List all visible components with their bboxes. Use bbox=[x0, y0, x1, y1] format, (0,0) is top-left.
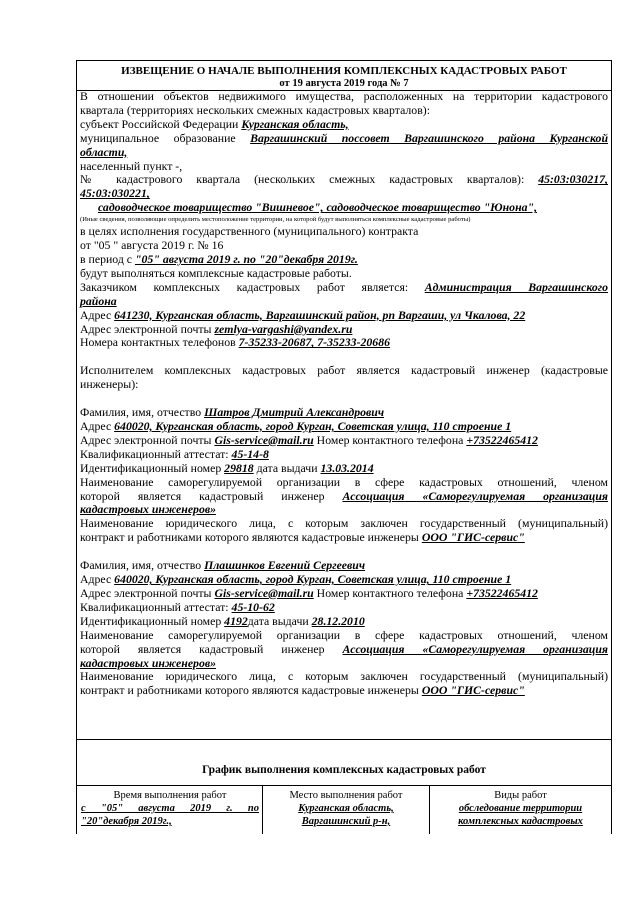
fio-label: Фамилия, имя, отчество bbox=[80, 558, 202, 573]
schedule-place-line-1: Курганская область, bbox=[298, 803, 394, 814]
municipality-label: муниципальное образование bbox=[80, 130, 236, 145]
location-note: (Иные сведения, позволяющие определить местоположение территории, на которой будут выполняться комплексные кадастровые работы) bbox=[80, 216, 471, 224]
quarter-value: 45:03:030217, bbox=[538, 172, 608, 187]
issue-label: дата выдачи bbox=[256, 460, 318, 475]
schedule-title: График выполнения комплексных кадастровых работ bbox=[202, 764, 486, 776]
engineer-2-address-line bbox=[80, 573, 608, 587]
contract-date: от "05 " августа 2019 г. № 16 bbox=[80, 238, 224, 253]
customer-email-link[interactable]: zemlya-vargashi@yandex.ru bbox=[214, 321, 353, 336]
schedule-col-place bbox=[265, 789, 427, 834]
period-value: "05" августа 2019 г. по "20"декабря 2019г. bbox=[134, 251, 358, 266]
executor-intro-1: Исполнителем комплексных кадастровых работ является кадастровый инженер (кадастровые bbox=[80, 363, 608, 378]
email-label: Адрес электронной почты bbox=[80, 586, 212, 600]
engineer-2-fio-line bbox=[80, 559, 608, 573]
notice-subtitle: от 19 августа 2019 года № 7 bbox=[279, 78, 409, 89]
engineer-2-sro-name-2: кадастровых инженеров» bbox=[80, 655, 217, 670]
schedule-col-works-header: Виды работ bbox=[494, 790, 547, 801]
works-line: будут выполняться комплексные кадастровые работы. bbox=[80, 265, 352, 280]
engineer-2-sro-line-1: Наименование саморегулируемой организации в сфере кадастровых отношений, членом bbox=[80, 627, 608, 642]
customer-address-line bbox=[80, 309, 608, 323]
sro-label: которой является кадастровый инженер bbox=[80, 641, 325, 656]
cert-label: Квалификационный аттестат: bbox=[80, 599, 229, 614]
issue-label: дата выдачи bbox=[247, 613, 309, 628]
schedule-time-line-1: с "05" августа 2019 г. по bbox=[81, 803, 259, 814]
engineer-1-fio: Шатров Дмитрий Александрович bbox=[204, 405, 385, 420]
engineer-1-org-line-1: Наименование юридического лица, с которым заключен государственный (муниципальный) bbox=[80, 516, 608, 531]
org-label: контракт и работниками которого являются кадастровые инженеры bbox=[80, 683, 419, 698]
address-label: Адрес bbox=[80, 572, 112, 587]
id-label: Идентификационный номер bbox=[80, 460, 222, 475]
engineer-2-sro-name: Ассоциация «Саморегулируемая организация bbox=[342, 641, 608, 656]
engineer-2-id-line bbox=[80, 615, 608, 629]
engineer-1-cert: 45-14-8 bbox=[231, 446, 269, 461]
schedule-works-line-2: комплексных кадастровых bbox=[458, 816, 583, 827]
customer-name: Администрация Варгашинского bbox=[424, 279, 609, 294]
customer-address: 641230, Курганская область, Варгашинский район, рп Варгаши, ул Чкалова, 22 bbox=[114, 307, 526, 322]
period-line bbox=[80, 253, 608, 267]
engineer-2-sro-line-3 bbox=[80, 657, 608, 671]
settlement-line: населенный пункт -, bbox=[80, 158, 183, 173]
engineer-1-issue-date: 13.03.2014 bbox=[320, 460, 374, 475]
engineer-1-sro-name: Ассоциация «Саморегулируемая организация bbox=[342, 488, 608, 503]
customer-email-line bbox=[80, 323, 608, 337]
id-label: Идентификационный номер bbox=[80, 613, 222, 628]
schedule-col-works bbox=[432, 789, 609, 834]
engineer-1-sro-line-3 bbox=[80, 503, 608, 517]
quarter-line-2 bbox=[80, 187, 608, 201]
engineer-1-address: 640020, Курганская область, город Курган, Советская улица, 110 строение 1 bbox=[114, 419, 512, 434]
engineer-2-fio: Плашинков Евгений Сергеевич bbox=[204, 558, 366, 573]
intro-line-2: квартала (территориях нескольких смежных кадастровых кварталов): bbox=[80, 102, 430, 117]
subject-value: Курганская область, bbox=[241, 116, 349, 131]
engineer-1-address-line bbox=[80, 420, 608, 434]
engineer-1-id-line bbox=[80, 462, 608, 476]
engineer-1-phone: +73522465412 bbox=[466, 432, 538, 447]
engineer-1-org-line-2 bbox=[80, 531, 608, 545]
address-label: Адрес bbox=[80, 419, 112, 434]
notice-title: ИЗВЕЩЕНИЕ О НАЧАЛЕ ВЫПОЛНЕНИЯ КОМПЛЕКСНЫХ КАДАСТРОВЫХ РАБОТ bbox=[121, 65, 567, 77]
quarter-value-2: 45:03:030221, bbox=[80, 186, 150, 201]
schedule-top-divider bbox=[77, 739, 611, 740]
municipality-value-2: области, bbox=[80, 144, 128, 159]
schedule-table-top bbox=[77, 785, 611, 786]
schedule-time-line-2: "20"декабря 2019г., bbox=[81, 816, 172, 827]
garden-line bbox=[80, 201, 608, 215]
engineer-1-contact-line bbox=[80, 434, 608, 448]
municipality-line-2 bbox=[80, 146, 608, 160]
schedule-col-place-header: Место выполнения работ bbox=[289, 790, 403, 801]
engineer-1-email-link[interactable]: Gis-service@mail.ru bbox=[214, 432, 314, 447]
phone-label: Номер контактного телефона bbox=[316, 432, 464, 447]
engineer-2-issue-date: 28.12.2010 bbox=[311, 613, 365, 628]
customer-line bbox=[80, 281, 608, 295]
engineer-2-org-line-2 bbox=[80, 684, 608, 698]
sro-label: которой является кадастровый инженер bbox=[80, 488, 325, 503]
customer-address-label: Адрес bbox=[80, 307, 112, 322]
customer-phones: 7-35233-20687, 7-35233-20686 bbox=[238, 335, 391, 350]
engineer-1-cert-line bbox=[80, 448, 608, 462]
garden-value: садоводческое товарищество "Вишневое", садоводческое товарищество "Юнона", bbox=[98, 200, 538, 215]
subject-line bbox=[80, 118, 608, 132]
quarter-label: № кадастрового квартала (нескольких смежных кадастровых кварталов): bbox=[80, 172, 525, 187]
engineer-2-email-link[interactable]: Gis-service@mail.ru bbox=[214, 586, 314, 600]
municipality-line bbox=[80, 132, 608, 146]
engineer-1-id: 29818 bbox=[224, 460, 254, 475]
phone-label: Номер контактного телефона bbox=[316, 586, 464, 600]
engineer-1-sro-line-1: Наименование саморегулируемой организации в сфере кадастровых отношений, членом bbox=[80, 474, 608, 489]
executor-intro-2: инженеры): bbox=[80, 377, 139, 392]
customer-email-label: Адрес электронной почты bbox=[80, 321, 212, 336]
notice-body bbox=[80, 90, 608, 698]
customer-label: Заказчиком комплексных кадастровых работ является: bbox=[80, 279, 409, 294]
schedule-col-time-header: Время выполнения работ bbox=[113, 790, 227, 801]
quarter-line bbox=[80, 173, 608, 187]
engineer-2-contact-line bbox=[80, 587, 608, 601]
engineer-2-org-line-1: Наименование юридического лица, с которым заключен государственный (муниципальный) bbox=[80, 669, 608, 684]
engineer-2-sro-line-2 bbox=[80, 643, 608, 657]
customer-line-2 bbox=[80, 295, 608, 309]
engineer-2-cert-line bbox=[80, 601, 608, 615]
cert-label: Квалификационный аттестат: bbox=[80, 446, 229, 461]
contract-line: в целях исполнения государственного (муниципального) контракта bbox=[80, 224, 419, 239]
subject-label: субъект Российской Федерации bbox=[80, 116, 239, 131]
org-label: контракт и работниками которого являются кадастровые инженеры bbox=[80, 530, 419, 545]
schedule-place-line-2: Варгашинский р-н, bbox=[301, 816, 391, 827]
engineer-2-phone: +73522465412 bbox=[466, 586, 538, 600]
engineer-1-org: ООО "ГИС-сервис" bbox=[421, 530, 525, 545]
engineer-1-fio-line bbox=[80, 406, 608, 420]
engineer-2-cert: 45-10-62 bbox=[231, 599, 275, 614]
email-label: Адрес электронной почты bbox=[80, 432, 212, 447]
engineer-1-sro-name-2: кадастровых инженеров» bbox=[80, 502, 217, 517]
period-label: в период с bbox=[80, 251, 133, 266]
engineer-2-id: 4192 bbox=[224, 613, 248, 628]
customer-phone-label: Номера контактных телефонов bbox=[80, 335, 236, 350]
municipality-value: Варгашинский поссовет Варгашинского района Курганской bbox=[250, 130, 608, 145]
fio-label: Фамилия, имя, отчество bbox=[80, 405, 202, 420]
engineer-1-sro-line-2 bbox=[80, 490, 608, 504]
schedule-col-divider bbox=[429, 785, 430, 834]
customer-phone-line bbox=[80, 336, 608, 350]
schedule-col-time bbox=[81, 789, 259, 834]
notice-document bbox=[76, 60, 612, 834]
intro-line-1: В отношении объектов недвижимого имущества, расположенных на территории кадастрового bbox=[80, 89, 608, 103]
engineer-2-address: 640020, Курганская область, город Курган, Советская улица, 110 строение 1 bbox=[114, 572, 512, 587]
engineer-2-org: ООО "ГИС-сервис" bbox=[421, 683, 525, 698]
schedule-col-divider bbox=[262, 785, 263, 834]
schedule-works-line-1: обследование территории bbox=[458, 803, 583, 814]
customer-name-2: района bbox=[80, 293, 117, 308]
